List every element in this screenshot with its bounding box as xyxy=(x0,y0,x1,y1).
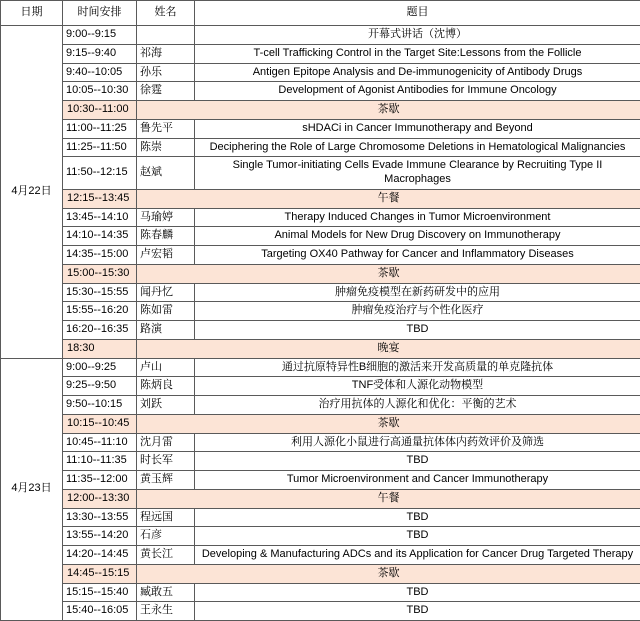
time-cell: 9:40--10:05 xyxy=(63,63,137,82)
time-cell: 13:45--14:10 xyxy=(63,208,137,227)
table-header xyxy=(1,1,640,26)
time-cell: 9:50--10:15 xyxy=(63,396,137,415)
speaker-name-cell: 黄玉辉 xyxy=(137,471,195,490)
header-row xyxy=(1,1,640,26)
topic-cell: 开幕式讲话（沈博） xyxy=(195,26,640,45)
table-row xyxy=(1,264,640,283)
break-time-cell: 14:45--15:15 xyxy=(63,564,137,583)
speaker-name-cell: 臧敢五 xyxy=(137,583,195,602)
time-cell: 16:20--16:35 xyxy=(63,321,137,340)
table-row xyxy=(1,414,640,433)
table-row xyxy=(1,471,640,490)
break-time-cell: 18:30 xyxy=(63,339,137,358)
table-row xyxy=(1,396,640,415)
table-row xyxy=(1,527,640,546)
time-cell: 9:25--9:50 xyxy=(63,377,137,396)
speaker-name-cell: 闻丹忆 xyxy=(137,283,195,302)
break-label-cell: 茶歇 xyxy=(137,414,640,433)
speaker-name-cell: 程远国 xyxy=(137,508,195,527)
speaker-name-cell: 刘跃 xyxy=(137,396,195,415)
table-row xyxy=(1,138,640,157)
topic-cell: TBD xyxy=(195,602,640,621)
topic-cell: 肿瘤免疫治疗与个性化医疗 xyxy=(195,302,640,321)
time-cell: 15:15--15:40 xyxy=(63,583,137,602)
speaker-name-cell: 祁海 xyxy=(137,44,195,63)
topic-cell: 治疗用抗体的人源化和优化：平衡的艺术 xyxy=(195,396,640,415)
topic-cell: 肿瘤免疫模型在新药研发中的应用 xyxy=(195,283,640,302)
time-cell: 11:00--11:25 xyxy=(63,119,137,138)
table-row xyxy=(1,82,640,101)
header-topic: 题目 xyxy=(195,1,640,26)
break-time-cell: 10:30--11:00 xyxy=(63,101,137,120)
speaker-name-cell: 鲁先平 xyxy=(137,119,195,138)
topic-cell: TBD xyxy=(195,527,640,546)
time-cell: 15:40--16:05 xyxy=(63,602,137,621)
break-time-cell: 12:00--13:30 xyxy=(63,489,137,508)
speaker-name-cell: 赵斌 xyxy=(137,157,195,190)
table-row xyxy=(1,227,640,246)
time-cell: 11:35--12:00 xyxy=(63,471,137,490)
speaker-name-cell: 陈春麟 xyxy=(137,227,195,246)
time-cell: 14:10--14:35 xyxy=(63,227,137,246)
speaker-name-cell: 卢山 xyxy=(137,358,195,377)
time-cell: 14:20--14:45 xyxy=(63,546,137,565)
topic-cell: Developing & Manufacturing ADCs and its Application for Cancer Drug Targeted Therapy xyxy=(195,546,640,565)
speaker-name-cell: 时长军 xyxy=(137,452,195,471)
table-row xyxy=(1,246,640,265)
speaker-name-cell: 孙乐 xyxy=(137,63,195,82)
time-cell: 13:55--14:20 xyxy=(63,527,137,546)
topic-cell: Antigen Epitope Analysis and De-immunogenicity of Antibody Drugs xyxy=(195,63,640,82)
speaker-name-cell: 陈炳良 xyxy=(137,377,195,396)
time-cell: 11:25--11:50 xyxy=(63,138,137,157)
topic-cell: Therapy Induced Changes in Tumor Microenvironment xyxy=(195,208,640,227)
table-body xyxy=(1,26,640,621)
speaker-name-cell: 路演 xyxy=(137,321,195,340)
topic-cell: T-cell Trafficking Control in the Target Site:Lessons from the Follicle xyxy=(195,44,640,63)
time-cell: 10:45--11:10 xyxy=(63,433,137,452)
table-row xyxy=(1,283,640,302)
topic-cell: 利用人源化小鼠进行高通量抗体体内药效评价及筛选 xyxy=(195,433,640,452)
speaker-name-cell: 陈如雷 xyxy=(137,302,195,321)
time-cell: 11:50--12:15 xyxy=(63,157,137,190)
time-cell: 9:15--9:40 xyxy=(63,44,137,63)
speaker-name-cell: 黄长江 xyxy=(137,546,195,565)
table-row xyxy=(1,508,640,527)
table-row xyxy=(1,546,640,565)
speaker-name-cell: 徐霆 xyxy=(137,82,195,101)
table-row xyxy=(1,433,640,452)
break-label-cell: 午餐 xyxy=(137,189,640,208)
table-row xyxy=(1,358,640,377)
speaker-name-cell: 沈月雷 xyxy=(137,433,195,452)
time-cell: 13:30--13:55 xyxy=(63,508,137,527)
header-time: 时间安排 xyxy=(63,1,137,26)
break-time-cell: 15:00--15:30 xyxy=(63,264,137,283)
time-cell: 9:00--9:25 xyxy=(63,358,137,377)
topic-cell: TNF受体和人源化动物模型 xyxy=(195,377,640,396)
topic-cell: TBD xyxy=(195,452,640,471)
topic-cell: Development of Agonist Antibodies for Immune Oncology xyxy=(195,82,640,101)
topic-cell: TBD xyxy=(195,583,640,602)
topic-cell: Targeting OX40 Pathway for Cancer and Inflammatory Diseases xyxy=(195,246,640,265)
break-label-cell: 茶歇 xyxy=(137,564,640,583)
break-label-cell: 茶歇 xyxy=(137,101,640,120)
topic-cell: Tumor Microenvironment and Cancer Immunotherapy xyxy=(195,471,640,490)
date-cell: 4月22日 xyxy=(1,26,63,359)
topic-cell: TBD xyxy=(195,321,640,340)
time-cell: 11:10--11:35 xyxy=(63,452,137,471)
break-label-cell: 午餐 xyxy=(137,489,640,508)
table-row xyxy=(1,157,640,190)
date-cell: 4月23日 xyxy=(1,358,63,621)
time-cell: 14:35--15:00 xyxy=(63,246,137,265)
speaker-name-cell: 石彦 xyxy=(137,527,195,546)
table-row xyxy=(1,602,640,621)
table-row xyxy=(1,26,640,45)
speaker-name-cell: 卢宏韬 xyxy=(137,246,195,265)
header-name: 姓名 xyxy=(137,1,195,26)
table-row xyxy=(1,189,640,208)
time-cell: 15:55--16:20 xyxy=(63,302,137,321)
table-row xyxy=(1,452,640,471)
table-row xyxy=(1,489,640,508)
speaker-name-cell xyxy=(137,26,195,45)
time-cell: 15:30--15:55 xyxy=(63,283,137,302)
topic-cell: 通过抗原特异性B细胞的激活来开发高质量的单克隆抗体 xyxy=(195,358,640,377)
table-row xyxy=(1,377,640,396)
header-date: 日期 xyxy=(1,1,63,26)
table-row xyxy=(1,302,640,321)
topic-cell: Animal Models for New Drug Discovery on Immunotherapy xyxy=(195,227,640,246)
break-time-cell: 10:15--10:45 xyxy=(63,414,137,433)
break-time-cell: 12:15--13:45 xyxy=(63,189,137,208)
break-label-cell: 晚宴 xyxy=(137,339,640,358)
speaker-name-cell: 王永生 xyxy=(137,602,195,621)
table-row xyxy=(1,63,640,82)
table-row xyxy=(1,119,640,138)
time-cell: 10:05--10:30 xyxy=(63,82,137,101)
break-label-cell: 茶歇 xyxy=(137,264,640,283)
table-row xyxy=(1,321,640,340)
topic-cell: Single Tumor-initiating Cells Evade Immune Clearance by Recruiting Type II Macrophages xyxy=(195,157,640,190)
speaker-name-cell: 马瑜婷 xyxy=(137,208,195,227)
topic-cell: Deciphering the Role of Large Chromosome Deletions in Hematological Malignancies xyxy=(195,138,640,157)
table-row xyxy=(1,44,640,63)
table-row xyxy=(1,564,640,583)
speaker-name-cell: 陈崇 xyxy=(137,138,195,157)
table-row xyxy=(1,101,640,120)
table-row xyxy=(1,339,640,358)
topic-cell: TBD xyxy=(195,508,640,527)
topic-cell: sHDACi in Cancer Immunotherapy and Beyond xyxy=(195,119,640,138)
table-row xyxy=(1,208,640,227)
table-row xyxy=(1,583,640,602)
time-cell: 9:00--9:15 xyxy=(63,26,137,45)
